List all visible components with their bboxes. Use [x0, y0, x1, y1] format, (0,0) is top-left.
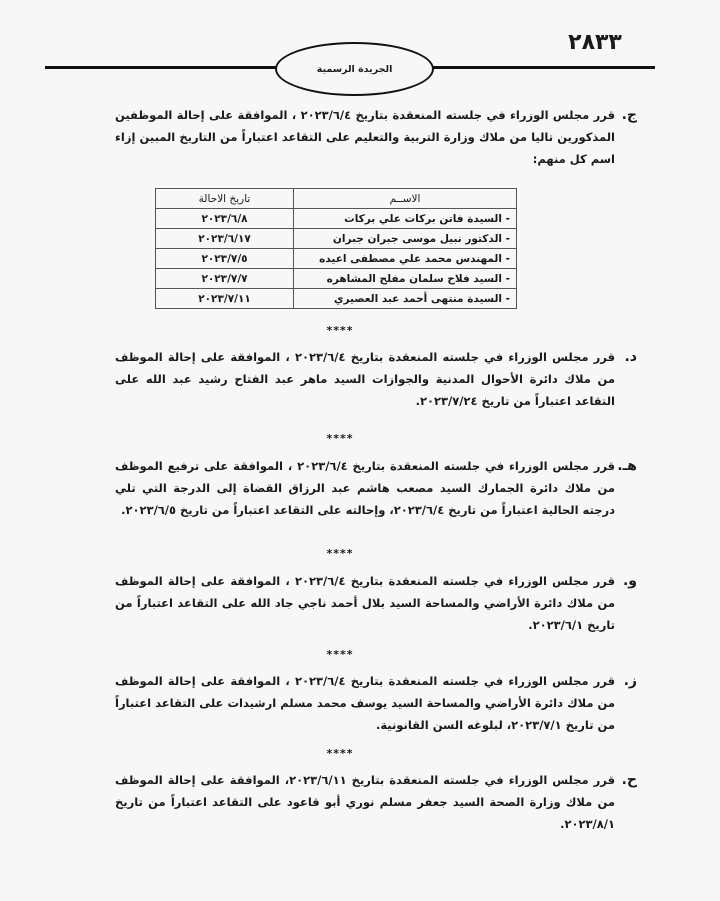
table-row — [156, 229, 517, 249]
employee-name: - السيد فلاح سلمان مفلح المشاهره — [294, 269, 517, 289]
section-zay — [115, 670, 637, 736]
retirement-date: ٢٠٢٣/٦/١٧ — [156, 229, 294, 249]
section-text: قرر مجلس الوزراء في جلسته المنعقدة بتاريخ ٢٠٢٣/٦/٤ ، الموافقة على إحالة الموظف من ملاك دائرة الأراضي والمساحة السيد يوسف محمد مسلم ارشيدات على التقاعد اعتباراً من تاريخ ٢٠٢٣/٧/١، لبلوغه السن القانونية. — [115, 674, 615, 732]
separator-stars: **** — [326, 324, 354, 337]
section-hha — [115, 769, 637, 835]
section-text: قرر مجلس الوزراء في جلسته المنعقدة بتاريخ ٢٠٢٣/٦/١١، الموافقة على إحالة الموظف من ملاك وزارة الصحة السيد جعفر مسلم نوري أبو قاعود على التقاعد اعتباراً من تاريخ ٢٠٢٣/٨/١. — [115, 773, 615, 831]
section-text: قرر مجلس الوزراء في جلسته المنعقدة بتاريخ ٢٠٢٣/٦/٤ ، الموافقة على ترفيع الموظف من ملاك دائرة الجمارك السيد مصعب هاشم عبد الرزاق القضاة إلى الدرجة التي تلي درجته الحالية اعتباراً من تاريخ ٢٠٢٣/٦/٤، وإحالته على التقاعد اعتباراً من تاريخ ٢٠٢٣/٦/٥. — [115, 459, 616, 517]
employee-name: - السيدة منتهى أحمد عبد العصيري — [294, 289, 517, 309]
section-waw — [115, 570, 637, 636]
employee-name: - المهندس محمد علي مصطفى اعيده — [294, 249, 517, 269]
header-rule-left — [45, 66, 277, 69]
section-letter: و. — [622, 573, 637, 589]
gazette-masthead: الجريدة الرسمية — [275, 42, 434, 96]
page-number: ٢٨٣٣ — [568, 30, 622, 55]
section-letter: هـ. — [617, 458, 637, 474]
separator-stars: **** — [326, 547, 354, 560]
retirement-date: ٢٠٢٣/٧/١١ — [156, 289, 294, 309]
employee-name: - الدكتور نبيل موسى جبران جبران — [294, 229, 517, 249]
retirement-table — [155, 188, 517, 309]
retirement-date: ٢٠٢٣/٧/٧ — [156, 269, 294, 289]
section-letter: ج. — [621, 107, 637, 123]
section-letter: ح. — [621, 772, 637, 788]
table-row — [156, 269, 517, 289]
table-row — [156, 249, 517, 269]
column-header-date: تاريخ الاحالة — [156, 189, 294, 209]
section-letter: د. — [624, 349, 637, 365]
section-text: قرر مجلس الوزراء في جلسته المنعقدة بتاريخ ٢٠٢٣/٦/٤ ، الموافقة على إحالة الموظفين المذكورين تاليا من ملاك وزارة التربية والتعليم على التقاعد اعتباراً من التاريخ المبين إزاء اسم كل منهم: — [115, 108, 615, 166]
separator-stars: **** — [326, 747, 354, 760]
section-letter: ز. — [623, 673, 637, 689]
separator-stars: **** — [326, 648, 354, 661]
section-dal — [115, 346, 637, 412]
table-header-row — [156, 189, 517, 209]
section-ha — [115, 455, 637, 521]
table-row — [156, 289, 517, 309]
employee-name: - السيدة فاتن بركات علي بركات — [294, 209, 517, 229]
table-row — [156, 209, 517, 229]
retirement-date: ٢٠٢٣/٦/٨ — [156, 209, 294, 229]
retirement-date: ٢٠٢٣/٧/٥ — [156, 249, 294, 269]
separator-stars: **** — [326, 432, 354, 445]
section-text: قرر مجلس الوزراء في جلسته المنعقدة بتاريخ ٢٠٢٣/٦/٤ ، الموافقة على إحالة الموظف من ملاك دائرة الأحوال المدنية والجوازات السيد ماهر عبد الفتاح رشيد عبد الله على التقاعد اعتباراً من تاريخ ٢٠٢٣/٧/٢٤. — [115, 350, 615, 408]
section-text: قرر مجلس الوزراء في جلسته المنعقدة بتاريخ ٢٠٢٣/٦/٤ ، الموافقة على إحالة الموظف من ملاك دائرة الأراضي والمساحة السيد بلال أحمد ناجي جاد الله على التقاعد اعتباراً من تاريخ ٢٠٢٣/٦/١. — [115, 574, 615, 632]
column-header-name: الاســم — [294, 189, 517, 209]
section-jeem — [115, 104, 637, 170]
header-rule-right — [430, 66, 655, 69]
